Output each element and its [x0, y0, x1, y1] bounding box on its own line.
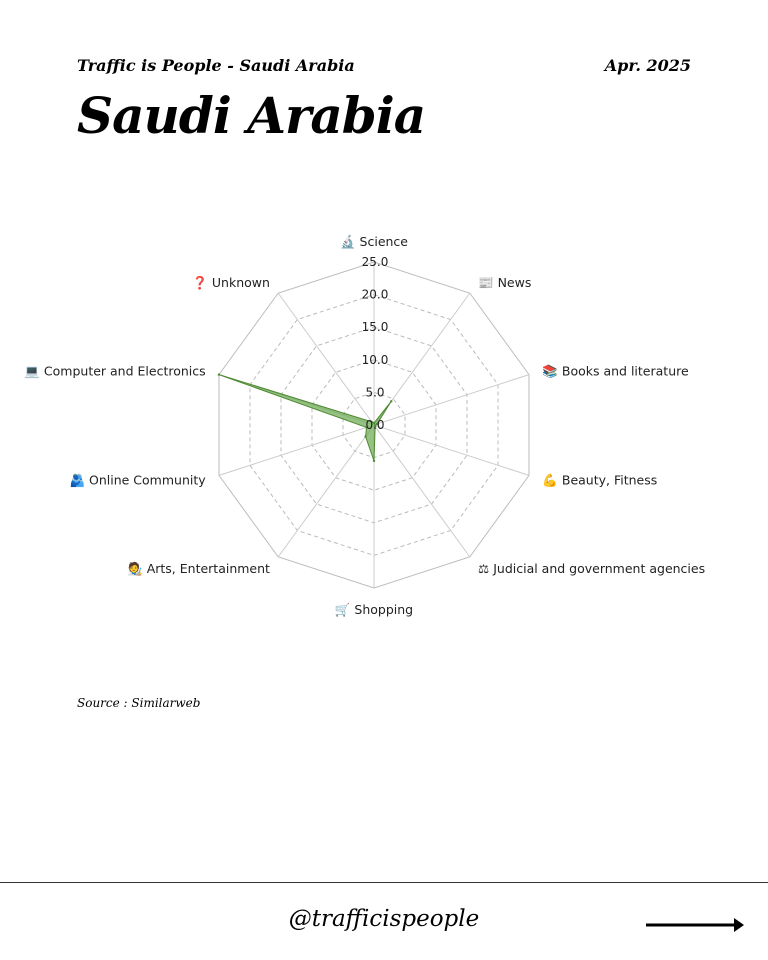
- grid-spoke: [278, 425, 374, 557]
- next-arrow-icon[interactable]: [646, 916, 746, 934]
- r-tick-label: 25.0: [361, 255, 389, 269]
- source-note: Source : Similarweb: [77, 696, 201, 710]
- category-label: 💪 Beauty, Fitness: [542, 472, 658, 488]
- grid-spoke: [219, 425, 374, 475]
- category-label: 🧑‍🎨 Arts, Entertainment: [127, 561, 270, 577]
- category-label: ❓ Unknown: [192, 274, 270, 290]
- grid-spoke: [278, 293, 374, 425]
- r-tick-label: 0.0: [365, 418, 385, 432]
- header-date: Apr. 2025: [604, 56, 691, 75]
- r-tick-label: 5.0: [365, 385, 385, 400]
- category-label: 📰 News: [478, 274, 532, 290]
- data-point-9: [218, 373, 220, 375]
- category-label: 🛒 Shopping: [334, 602, 414, 617]
- category-label: ⚖ Judicial and government agencies: [478, 561, 706, 577]
- category-label: 📚 Books and literature: [542, 363, 689, 379]
- grid-spoke: [374, 375, 529, 425]
- r-tick-label: 20.0: [361, 287, 389, 302]
- data-point-2: [390, 400, 392, 402]
- header-subtitle: Traffic is People - Saudi Arabia: [77, 56, 355, 75]
- footer-handle[interactable]: @trafficispeople: [288, 906, 480, 932]
- page-title: Saudi Arabia: [77, 86, 426, 145]
- category-label: 🔬 Science: [340, 234, 408, 249]
- grid-spoke: [374, 425, 470, 557]
- r-tick-label: 15.0: [361, 320, 389, 335]
- data-point-7: [364, 435, 366, 437]
- grid-spoke: [374, 425, 529, 475]
- category-label: 🫂 Online Community: [69, 472, 206, 488]
- r-tick-label: 10.0: [361, 352, 389, 367]
- category-label: 💻 Computer and Electronics: [24, 363, 206, 379]
- footer-divider: [0, 882, 768, 883]
- data-point-6: [373, 460, 375, 462]
